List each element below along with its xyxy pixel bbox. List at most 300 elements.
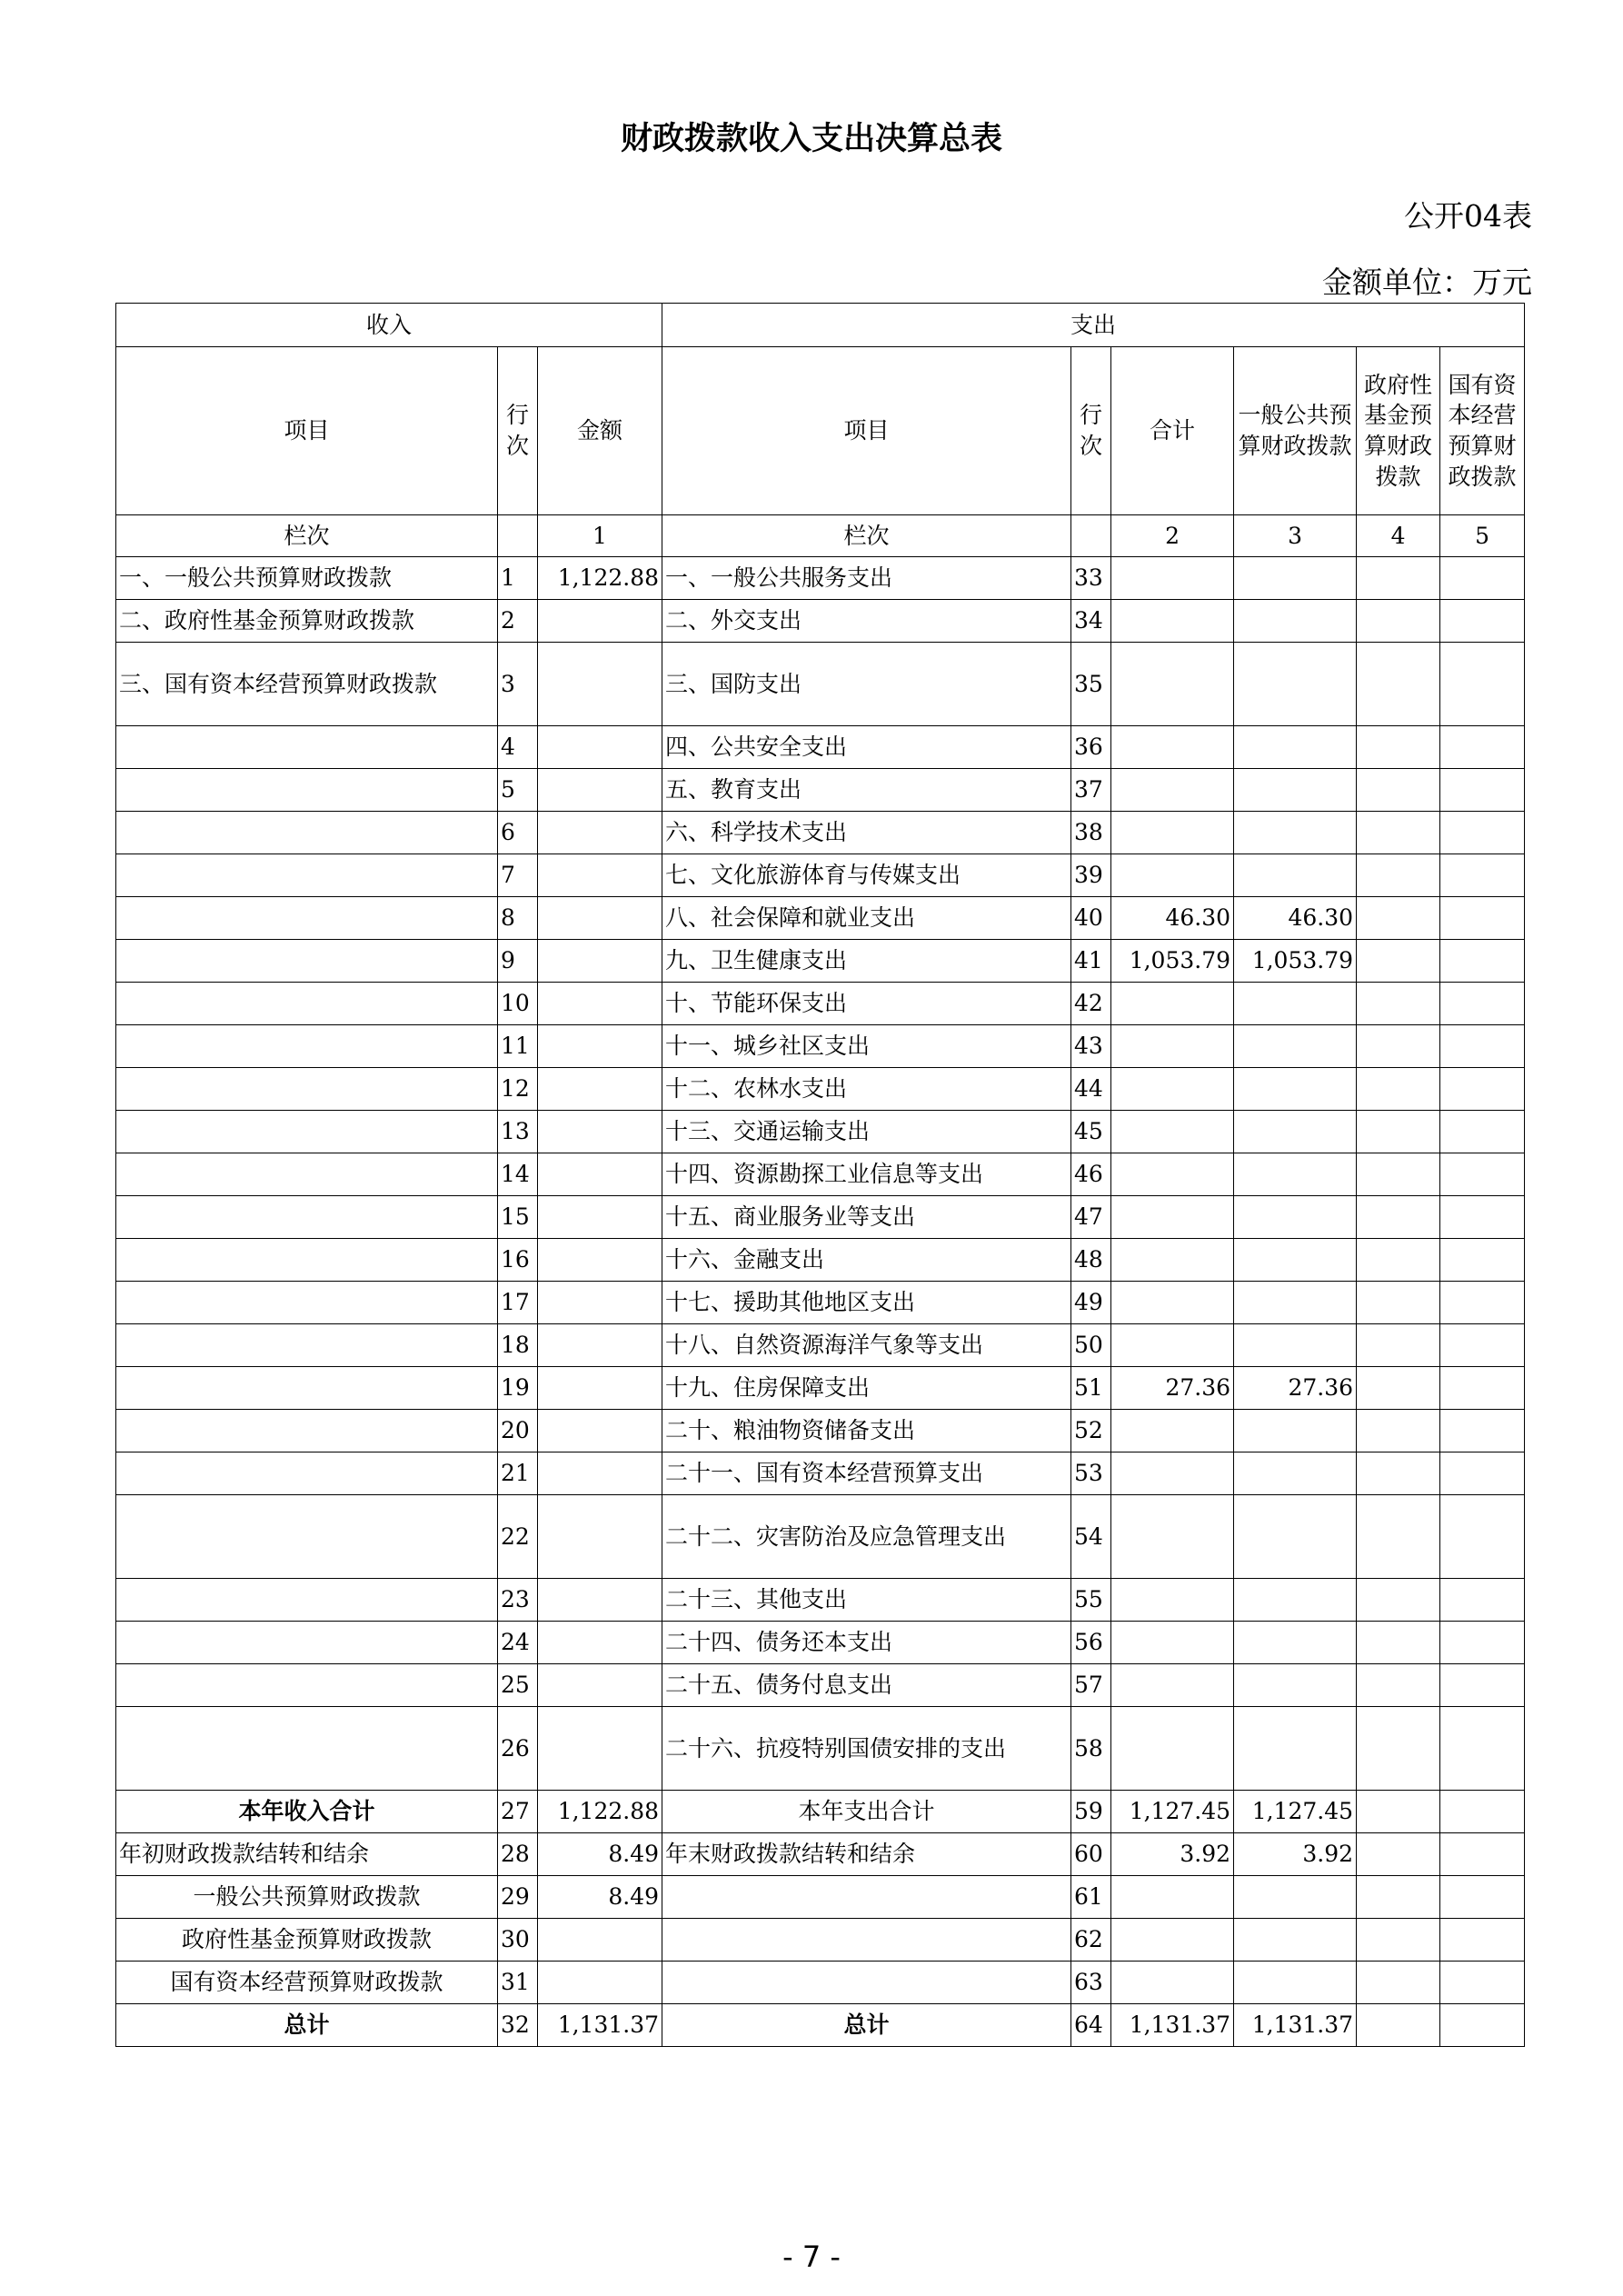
gov-fund-amount	[1357, 1367, 1440, 1410]
income-line-number: 24	[498, 1622, 538, 1664]
income-amount: 8.49	[538, 1876, 662, 1919]
income-amount	[538, 1153, 662, 1196]
page-title: 财政拨款收入支出决算总表	[620, 121, 1002, 157]
table-row	[116, 600, 1525, 643]
income-item	[116, 812, 498, 854]
income-line-number: 15	[498, 1196, 538, 1239]
expense-line-number: 64	[1071, 2004, 1111, 2047]
column-number-row	[116, 515, 1525, 557]
income-item	[116, 1239, 498, 1282]
gov-fund-amount	[1357, 854, 1440, 897]
state-capital-amount	[1440, 1919, 1525, 1962]
income-line-blank	[498, 515, 538, 557]
expense-item: 本年支出合计	[662, 1791, 1071, 1833]
state-capital-amount	[1440, 1495, 1525, 1579]
table-row	[116, 1622, 1525, 1664]
state-capital-amount	[1440, 643, 1525, 726]
expense-item: 十五、商业服务业等支出	[662, 1196, 1071, 1239]
general-budget-amount: 3.92	[1234, 1833, 1357, 1876]
table-row	[116, 897, 1525, 940]
table-row	[116, 1196, 1525, 1239]
income-amount	[538, 1495, 662, 1579]
expense-line-number: 35	[1071, 643, 1111, 726]
state-capital-amount	[1440, 726, 1525, 769]
gov-fund-amount	[1357, 1324, 1440, 1367]
gov-fund-amount	[1357, 1025, 1440, 1068]
table-row	[116, 769, 1525, 812]
expense-item: 十九、住房保障支出	[662, 1367, 1071, 1410]
income-item	[116, 1282, 498, 1324]
expense-item: 二十六、抗疫特别国债安排的支出	[662, 1707, 1071, 1791]
expense-total	[1111, 1153, 1234, 1196]
expense-header: 支出	[662, 304, 1525, 347]
table-row	[116, 1962, 1525, 2004]
expense-line-number: 47	[1071, 1196, 1111, 1239]
income-line-number: 8	[498, 897, 538, 940]
state-capital-amount	[1440, 1622, 1525, 1664]
state-capital-amount	[1440, 1282, 1525, 1324]
general-budget-amount	[1234, 1579, 1357, 1622]
income-line-number: 2	[498, 600, 538, 643]
income-line-number: 19	[498, 1367, 538, 1410]
gov-fund-amount	[1357, 1196, 1440, 1239]
income-amount	[538, 643, 662, 726]
table-row	[116, 1153, 1525, 1196]
table-row	[116, 854, 1525, 897]
gov-fund-amount	[1357, 1833, 1440, 1876]
income-amount	[538, 1282, 662, 1324]
table-row	[116, 1791, 1525, 1833]
income-line-number: 22	[498, 1495, 538, 1579]
expense-line-number: 60	[1071, 1833, 1111, 1876]
expense-total: 27.36	[1111, 1367, 1234, 1410]
income-line-number: 17	[498, 1282, 538, 1324]
gov-fund-amount	[1357, 643, 1440, 726]
income-amount-header: 金额	[538, 347, 662, 515]
income-line-number: 23	[498, 1579, 538, 1622]
expense-item: 六、科学技术支出	[662, 812, 1071, 854]
table-row	[116, 1919, 1525, 1962]
general-budget-amount	[1234, 812, 1357, 854]
gov-fund-amount	[1357, 1495, 1440, 1579]
income-amount	[538, 940, 662, 983]
income-amount	[538, 600, 662, 643]
expense-total	[1111, 1111, 1234, 1153]
income-column-label: 栏次	[116, 515, 498, 557]
state-capital-amount	[1440, 854, 1525, 897]
income-amount	[538, 812, 662, 854]
expense-total	[1111, 1068, 1234, 1111]
table-row	[116, 1367, 1525, 1410]
income-amount	[538, 1919, 662, 1962]
income-amount	[538, 1707, 662, 1791]
table-row	[116, 1111, 1525, 1153]
page-number: - 7 -	[782, 2240, 841, 2274]
expense-item: 七、文化旅游体育与传媒支出	[662, 854, 1071, 897]
income-amount	[538, 1324, 662, 1367]
income-item	[116, 1707, 498, 1791]
expense-item: 四、公共安全支出	[662, 726, 1071, 769]
income-item: 本年收入合计	[116, 1791, 498, 1833]
gov-fund-amount	[1357, 600, 1440, 643]
income-item: 国有资本经营预算财政拨款	[116, 1962, 498, 2004]
expense-line-number: 42	[1071, 983, 1111, 1025]
expense-total	[1111, 600, 1234, 643]
income-item	[116, 726, 498, 769]
gov-fund-amount	[1357, 2004, 1440, 2047]
income-line-number: 10	[498, 983, 538, 1025]
expense-total	[1111, 1919, 1234, 1962]
expense-total	[1111, 1876, 1234, 1919]
expense-item: 十三、交通运输支出	[662, 1111, 1071, 1153]
expense-line-header: 行次	[1071, 347, 1111, 515]
income-amount	[538, 1622, 662, 1664]
income-amount	[538, 1196, 662, 1239]
state-capital-amount	[1440, 1153, 1525, 1196]
gov-fund-amount	[1357, 1622, 1440, 1664]
expense-total: 1,127.45	[1111, 1791, 1234, 1833]
expense-total-header: 合计	[1111, 347, 1234, 515]
expense-total	[1111, 1025, 1234, 1068]
expense-line-number: 62	[1071, 1919, 1111, 1962]
expense-line-number: 63	[1071, 1962, 1111, 2004]
expense-total	[1111, 1579, 1234, 1622]
expense-line-number: 52	[1071, 1410, 1111, 1452]
state-capital-amount	[1440, 1239, 1525, 1282]
income-line-number: 6	[498, 812, 538, 854]
income-line-number: 9	[498, 940, 538, 983]
gov-fund-amount	[1357, 726, 1440, 769]
income-item: 二、政府性基金预算财政拨款	[116, 600, 498, 643]
general-budget-amount: 27.36	[1234, 1367, 1357, 1410]
general-budget-amount	[1234, 1622, 1357, 1664]
expense-item: 十四、资源勘探工业信息等支出	[662, 1153, 1071, 1196]
income-item	[116, 897, 498, 940]
state-capital-amount	[1440, 897, 1525, 940]
gov-fund-amount	[1357, 1410, 1440, 1452]
state-capital-amount	[1440, 1068, 1525, 1111]
general-budget-amount	[1234, 1025, 1357, 1068]
expense-line-number: 44	[1071, 1068, 1111, 1111]
expense-line-number: 55	[1071, 1579, 1111, 1622]
gov-fund-amount	[1357, 1919, 1440, 1962]
expense-item: 一、一般公共服务支出	[662, 557, 1071, 600]
table-row	[116, 557, 1525, 600]
expense-line-number: 45	[1071, 1111, 1111, 1153]
general-budget-amount	[1234, 1068, 1357, 1111]
income-line-number: 4	[498, 726, 538, 769]
expense-total	[1111, 854, 1234, 897]
expense-item: 九、卫生健康支出	[662, 940, 1071, 983]
section-header-row	[116, 304, 1525, 347]
state-capital-amount	[1440, 1111, 1525, 1153]
state-capital-amount	[1440, 1876, 1525, 1919]
table-row	[116, 983, 1525, 1025]
gov-fund-amount	[1357, 983, 1440, 1025]
income-amount	[538, 897, 662, 940]
income-item	[116, 1025, 498, 1068]
state-capital-amount	[1440, 557, 1525, 600]
expense-item: 二十一、国有资本经营预算支出	[662, 1452, 1071, 1495]
general-budget-amount	[1234, 1239, 1357, 1282]
table-row	[116, 1452, 1525, 1495]
state-capital-amount	[1440, 2004, 1525, 2047]
general-budget-amount: 1,131.37	[1234, 2004, 1357, 2047]
expense-line-blank	[1071, 515, 1111, 557]
column-header-row	[116, 347, 1525, 515]
income-item	[116, 940, 498, 983]
table-row	[116, 812, 1525, 854]
gov-fund-amount	[1357, 1153, 1440, 1196]
expense-item: 五、教育支出	[662, 769, 1071, 812]
amount-unit: 金额单位：万元	[1322, 265, 1532, 300]
income-amount	[538, 1962, 662, 2004]
income-amount: 1,131.37	[538, 2004, 662, 2047]
income-line-number: 3	[498, 643, 538, 726]
expense-line-number: 61	[1071, 1876, 1111, 1919]
income-item: 一、一般公共预算财政拨款	[116, 557, 498, 600]
general-budget-amount	[1234, 1410, 1357, 1452]
table-row	[116, 1495, 1525, 1579]
expense-total	[1111, 726, 1234, 769]
state-capital-amount	[1440, 1367, 1525, 1410]
gov-fund-header: 政府性基金预算财政拨款	[1357, 347, 1440, 515]
expense-item: 总计	[662, 2004, 1071, 2047]
col-number-1: 1	[538, 515, 662, 557]
expense-line-number: 57	[1071, 1664, 1111, 1707]
income-item	[116, 1622, 498, 1664]
income-amount	[538, 1664, 662, 1707]
income-line-number: 16	[498, 1239, 538, 1282]
gov-fund-amount	[1357, 1239, 1440, 1282]
expense-line-number: 54	[1071, 1495, 1111, 1579]
income-amount	[538, 854, 662, 897]
income-item	[116, 1068, 498, 1111]
general-budget-amount	[1234, 1707, 1357, 1791]
table-row	[116, 643, 1525, 726]
income-item	[116, 1111, 498, 1153]
income-line-number: 5	[498, 769, 538, 812]
expense-item	[662, 1962, 1071, 2004]
income-line-number: 29	[498, 1876, 538, 1919]
state-capital-amount	[1440, 940, 1525, 983]
expense-item-header: 项目	[662, 347, 1071, 515]
expense-total: 46.30	[1111, 897, 1234, 940]
state-capital-amount	[1440, 812, 1525, 854]
summary-table	[115, 303, 1525, 2047]
gov-fund-amount	[1357, 1791, 1440, 1833]
gov-fund-amount	[1357, 812, 1440, 854]
expense-item: 二十五、债务付息支出	[662, 1664, 1071, 1707]
expense-line-number: 58	[1071, 1707, 1111, 1791]
table-row	[116, 1410, 1525, 1452]
income-item-header: 项目	[116, 347, 498, 515]
income-header: 收入	[116, 304, 662, 347]
expense-line-number: 49	[1071, 1282, 1111, 1324]
general-budget-amount	[1234, 1282, 1357, 1324]
state-capital-amount	[1440, 1707, 1525, 1791]
expense-line-number: 41	[1071, 940, 1111, 983]
expense-total	[1111, 1962, 1234, 2004]
general-budget-amount	[1234, 769, 1357, 812]
income-item: 一般公共预算财政拨款	[116, 1876, 498, 1919]
income-line-number: 12	[498, 1068, 538, 1111]
expense-line-number: 38	[1071, 812, 1111, 854]
expense-column-label: 栏次	[662, 515, 1071, 557]
income-line-number: 21	[498, 1452, 538, 1495]
gov-fund-amount	[1357, 1111, 1440, 1153]
state-capital-amount	[1440, 1833, 1525, 1876]
expense-total	[1111, 1282, 1234, 1324]
col-number-4: 4	[1357, 515, 1440, 557]
income-item	[116, 1664, 498, 1707]
expense-item: 二、外交支出	[662, 600, 1071, 643]
expense-total: 3.92	[1111, 1833, 1234, 1876]
income-amount: 8.49	[538, 1833, 662, 1876]
income-item: 政府性基金预算财政拨款	[116, 1919, 498, 1962]
general-budget-amount	[1234, 1495, 1357, 1579]
income-amount	[538, 1239, 662, 1282]
expense-item: 十二、农林水支出	[662, 1068, 1071, 1111]
expense-line-number: 46	[1071, 1153, 1111, 1196]
expense-line-number: 56	[1071, 1622, 1111, 1664]
expense-line-number: 34	[1071, 600, 1111, 643]
expense-line-number: 37	[1071, 769, 1111, 812]
state-capital-amount	[1440, 1962, 1525, 2004]
income-amount	[538, 1452, 662, 1495]
general-budget-amount	[1234, 1196, 1357, 1239]
table-row	[116, 1833, 1525, 1876]
general-budget-amount: 1,127.45	[1234, 1791, 1357, 1833]
general-budget-amount	[1234, 1664, 1357, 1707]
expense-line-number: 50	[1071, 1324, 1111, 1367]
income-item: 总计	[116, 2004, 498, 2047]
general-budget-amount	[1234, 1324, 1357, 1367]
income-item: 年初财政拨款结转和结余	[116, 1833, 498, 1876]
income-line-number: 20	[498, 1410, 538, 1452]
expense-total	[1111, 1410, 1234, 1452]
general-budget-amount	[1234, 1876, 1357, 1919]
table-row	[116, 2004, 1525, 2047]
income-amount	[538, 983, 662, 1025]
state-capital-amount	[1440, 1196, 1525, 1239]
gov-fund-amount	[1357, 1579, 1440, 1622]
general-budget-amount	[1234, 854, 1357, 897]
income-amount	[538, 1410, 662, 1452]
gov-fund-amount	[1357, 1282, 1440, 1324]
gov-fund-amount	[1357, 1664, 1440, 1707]
col-number-3: 3	[1234, 515, 1357, 557]
general-budget-amount: 1,053.79	[1234, 940, 1357, 983]
general-budget-header: 一般公共预算财政拨款	[1234, 347, 1357, 515]
state-capital-amount	[1440, 1324, 1525, 1367]
expense-item: 十七、援助其他地区支出	[662, 1282, 1071, 1324]
col-number-5: 5	[1440, 515, 1525, 557]
expense-total	[1111, 812, 1234, 854]
state-capital-amount	[1440, 1791, 1525, 1833]
expense-total: 1,053.79	[1111, 940, 1234, 983]
state-capital-amount	[1440, 983, 1525, 1025]
income-line-number: 1	[498, 557, 538, 600]
income-line-number: 26	[498, 1707, 538, 1791]
expense-total	[1111, 1664, 1234, 1707]
state-capital-amount	[1440, 1410, 1525, 1452]
gov-fund-amount	[1357, 897, 1440, 940]
income-item: 三、国有资本经营预算财政拨款	[116, 643, 498, 726]
expense-item: 二十四、债务还本支出	[662, 1622, 1071, 1664]
state-capital-amount	[1440, 600, 1525, 643]
general-budget-amount	[1234, 1153, 1357, 1196]
expense-item: 八、社会保障和就业支出	[662, 897, 1071, 940]
income-item	[116, 1452, 498, 1495]
general-budget-amount: 46.30	[1234, 897, 1357, 940]
state-capital-amount	[1440, 769, 1525, 812]
expense-total	[1111, 769, 1234, 812]
expense-item	[662, 1919, 1071, 1962]
table-row	[116, 1239, 1525, 1282]
expense-total	[1111, 1495, 1234, 1579]
expense-item: 三、国防支出	[662, 643, 1071, 726]
general-budget-amount	[1234, 1452, 1357, 1495]
expense-total: 1,131.37	[1111, 2004, 1234, 2047]
income-item	[116, 1495, 498, 1579]
income-item	[116, 1153, 498, 1196]
gov-fund-amount	[1357, 1962, 1440, 2004]
table-row	[116, 1664, 1525, 1707]
general-budget-amount	[1234, 600, 1357, 643]
expense-item: 十一、城乡社区支出	[662, 1025, 1071, 1068]
expense-item: 二十二、灾害防治及应急管理支出	[662, 1495, 1071, 1579]
income-line-number: 11	[498, 1025, 538, 1068]
income-amount	[538, 1068, 662, 1111]
income-item	[116, 1367, 498, 1410]
gov-fund-amount	[1357, 1068, 1440, 1111]
expense-line-number: 33	[1071, 557, 1111, 600]
income-line-number: 18	[498, 1324, 538, 1367]
state-capital-amount	[1440, 1579, 1525, 1622]
income-line-number: 13	[498, 1111, 538, 1153]
expense-line-number: 59	[1071, 1791, 1111, 1833]
income-line-number: 32	[498, 2004, 538, 2047]
income-item	[116, 1410, 498, 1452]
expense-total	[1111, 557, 1234, 600]
state-capital-header: 国有资本经营预算财政拨款	[1440, 347, 1525, 515]
income-amount	[538, 1579, 662, 1622]
expense-item: 二十三、其他支出	[662, 1579, 1071, 1622]
gov-fund-amount	[1357, 1876, 1440, 1919]
expense-line-number: 51	[1071, 1367, 1111, 1410]
col-number-2: 2	[1111, 515, 1234, 557]
expense-item: 年末财政拨款结转和结余	[662, 1833, 1071, 1876]
gov-fund-amount	[1357, 1452, 1440, 1495]
table-row	[116, 1876, 1525, 1919]
expense-item: 二十、粮油物资储备支出	[662, 1410, 1071, 1452]
expense-total	[1111, 1707, 1234, 1791]
income-line-number: 27	[498, 1791, 538, 1833]
general-budget-amount	[1234, 1962, 1357, 2004]
expense-line-number: 36	[1071, 726, 1111, 769]
expense-line-number: 48	[1071, 1239, 1111, 1282]
general-budget-amount	[1234, 643, 1357, 726]
income-amount	[538, 1111, 662, 1153]
income-line-number: 31	[498, 1962, 538, 2004]
gov-fund-amount	[1357, 557, 1440, 600]
expense-total	[1111, 1239, 1234, 1282]
expense-item: 十六、金融支出	[662, 1239, 1071, 1282]
state-capital-amount	[1440, 1025, 1525, 1068]
general-budget-amount	[1234, 557, 1357, 600]
expense-item: 十八、自然资源海洋气象等支出	[662, 1324, 1071, 1367]
